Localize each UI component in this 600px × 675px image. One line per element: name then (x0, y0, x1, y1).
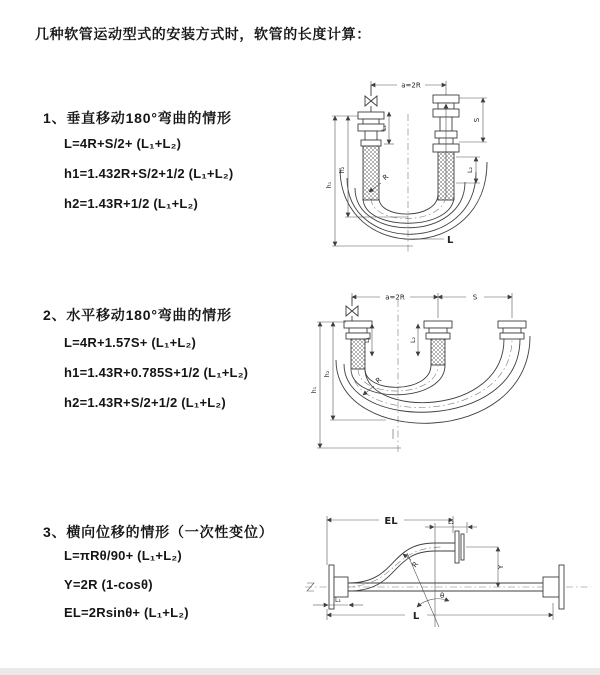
dim-l-label: L (412, 611, 420, 622)
section-1-formula-l: L=4R+S/2+ (L₁+L₂) (64, 136, 182, 151)
dim-s (459, 98, 487, 142)
dim-l (327, 603, 553, 622)
valve-icon (346, 297, 358, 321)
valve-icon (365, 85, 377, 112)
section-2-formula-h1: h1=1.43R+0.785S+1/2 (L₁+L₂) (64, 365, 249, 380)
section-3-formula-y: Y=2R (1-cosθ) (64, 577, 153, 592)
dim-s-label: S (473, 117, 481, 123)
dim-el-label: EL (384, 516, 398, 527)
hose-u-bend-arcs (340, 162, 487, 239)
section-2-heading: 2、水平移动180°弯曲的情形 (43, 307, 232, 323)
dim-l1-label: L₁ (364, 337, 371, 343)
right-flange-fitting (543, 565, 564, 609)
dim-a2r-label: a=2R (385, 293, 405, 302)
dim-l1-label: L₁ (381, 125, 388, 131)
dim-a2r (352, 294, 438, 302)
left-pipe-fitting (344, 321, 372, 369)
section-1-formula-h2: h2=1.43R+1/2 (L₁+L₂) (64, 196, 199, 211)
dim-el (327, 516, 453, 565)
braided-hose-section (363, 146, 379, 200)
braided-hose-section (351, 339, 365, 369)
dim-h1-label: h₁ (326, 181, 333, 189)
page-bottom-edge (0, 668, 600, 675)
dim-l2 (410, 324, 418, 356)
s-curve-hose (343, 543, 443, 591)
page-title: 几种软管运动型式的安装方式时，软管的长度计算： (35, 26, 371, 42)
diagram-horizontal-180-bend (306, 282, 596, 472)
dim-l2-label: L₂ (467, 167, 474, 173)
dim-h2-label: h₂ (339, 166, 346, 174)
dim-l2-label: L₂ (410, 337, 417, 343)
dim-s (438, 294, 512, 302)
radius-label: R (381, 172, 391, 183)
length-label: L (447, 235, 454, 246)
dim-h1-label: h₁ (311, 386, 318, 394)
right-pipe-fitting (498, 321, 526, 339)
braided-hose-section (431, 339, 445, 365)
dim-y (466, 547, 505, 587)
radius-label: R (410, 560, 421, 570)
right-pipe-fitting (433, 95, 459, 200)
section-3-formula-el: EL=2Rsinθ+ (L₁+L₂) (64, 605, 189, 620)
angle-theta-label: θ (440, 592, 445, 600)
dim-l2-label: L₂ (448, 519, 454, 526)
section-2-formula-l: L=4R+1.57S+ (L₁+L₂) (64, 335, 197, 350)
diagram-vertical-180-bend (313, 70, 593, 260)
dim-l2 (456, 157, 480, 183)
dim-a2r-label: a=2R (401, 81, 421, 90)
diagram-lateral-displacement (303, 503, 600, 653)
section-1-formula-h1: h1=1.432R+S/2+1/2 (L₁+L₂) (64, 166, 234, 181)
dim-l1-label: L₁ (335, 597, 341, 604)
dim-l2 (425, 519, 477, 533)
section-3-formula-l: L=πRθ/90+ (L₁+L₂) (64, 548, 182, 563)
middle-pipe-fitting (424, 321, 452, 365)
dim-a2r (371, 81, 446, 96)
dim-l1 (313, 597, 363, 605)
section-2-formula-h2: h2=1.43R+S/2+1/2 (L₁+L₂) (64, 395, 226, 410)
section-1-heading: 1、垂直移动180°弯曲的情形 (43, 110, 232, 126)
dim-s-label: S (472, 293, 478, 302)
dim-h2-label: h₂ (324, 370, 331, 378)
section-3-heading: 3、横向位移的情形（一次性变位） (43, 524, 274, 540)
dim-y-label: Y (497, 564, 505, 570)
radius-label: R (374, 375, 384, 386)
